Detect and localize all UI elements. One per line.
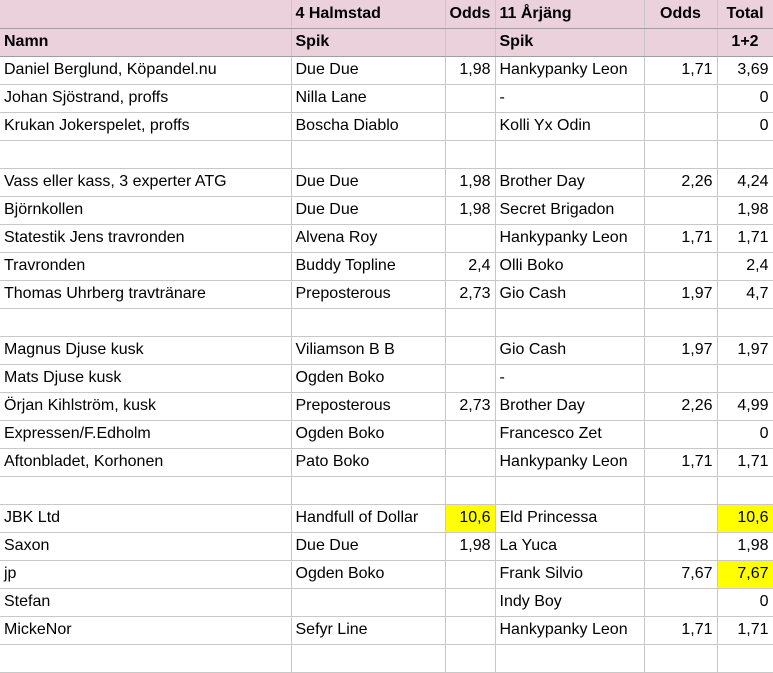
cell-spik2: Eld Princessa xyxy=(495,504,644,532)
header-cell-odds1: Odds xyxy=(445,0,495,28)
cell-name xyxy=(0,476,291,504)
cell-name xyxy=(0,140,291,168)
cell-spik1 xyxy=(291,588,445,616)
cell-spik2: Brother Day xyxy=(495,168,644,196)
cell-name: Thomas Uhrberg travtränare xyxy=(0,280,291,308)
cell-odds1 xyxy=(445,616,495,644)
table-row xyxy=(0,392,773,420)
cell-odds1: 2,73 xyxy=(445,392,495,420)
cell-total: 1,98 xyxy=(717,196,773,224)
table-row xyxy=(0,532,773,560)
cell-odds1 xyxy=(445,140,495,168)
table-row xyxy=(0,504,773,532)
table-row xyxy=(0,168,773,196)
cell-name: MickeNor xyxy=(0,616,291,644)
cell-name: Mats Djuse kusk xyxy=(0,364,291,392)
cell-odds1: 1,98 xyxy=(445,532,495,560)
cell-name: Krukan Jokerspelet, proffs xyxy=(0,112,291,140)
cell-odds1 xyxy=(445,588,495,616)
cell-odds2 xyxy=(644,644,717,672)
cell-odds1: 1,98 xyxy=(445,168,495,196)
cell-total: 4,7 xyxy=(717,280,773,308)
cell-name: Daniel Berglund, Köpandel.nu xyxy=(0,56,291,84)
cell-name: Travronden xyxy=(0,252,291,280)
cell-spik1: Sefyr Line xyxy=(291,616,445,644)
header-cell-halmstad: 4 Halmstad xyxy=(291,0,445,28)
cell-spik1: Preposterous xyxy=(291,280,445,308)
cell-odds2: 1,71 xyxy=(644,56,717,84)
cell-spik1: Due Due xyxy=(291,168,445,196)
cell-name: Aftonbladet, Korhonen xyxy=(0,448,291,476)
cell-odds2: 1,71 xyxy=(644,224,717,252)
cell-odds1 xyxy=(445,112,495,140)
cell-total: 3,69 xyxy=(717,56,773,84)
table-row xyxy=(0,616,773,644)
cell-odds1 xyxy=(445,336,495,364)
cell-odds1: 1,98 xyxy=(445,196,495,224)
cell-spik1: Ogden Boko xyxy=(291,560,445,588)
cell-total: 0 xyxy=(717,112,773,140)
header-cell-spik2: Spik xyxy=(495,28,644,56)
cell-spik1: Boscha Diablo xyxy=(291,112,445,140)
cell-odds2 xyxy=(644,308,717,336)
cell-spik2: Hankypanky Leon xyxy=(495,448,644,476)
cell-total: 0 xyxy=(717,588,773,616)
header-cell xyxy=(0,0,291,28)
cell-spik2: - xyxy=(495,84,644,112)
cell-spik2 xyxy=(495,140,644,168)
cell-total: 0 xyxy=(717,84,773,112)
cell-odds1 xyxy=(445,84,495,112)
table-row xyxy=(0,280,773,308)
cell-spik1: Ogden Boko xyxy=(291,364,445,392)
cell-odds2 xyxy=(644,476,717,504)
table-row xyxy=(0,224,773,252)
cell-spik2: Hankypanky Leon xyxy=(495,616,644,644)
header-row-2 xyxy=(0,28,773,56)
cell-spik2: La Yuca xyxy=(495,532,644,560)
table-row xyxy=(0,588,773,616)
table-row xyxy=(0,420,773,448)
cell-odds2 xyxy=(644,252,717,280)
cell-spik1: Due Due xyxy=(291,196,445,224)
cell-spik1: Alvena Roy xyxy=(291,224,445,252)
cell-total: 10,6 xyxy=(717,504,773,532)
cell-spik1: Due Due xyxy=(291,56,445,84)
table-row xyxy=(0,476,773,504)
cell-name: Stefan xyxy=(0,588,291,616)
cell-spik1: Due Due xyxy=(291,532,445,560)
cell-name: JBK Ltd xyxy=(0,504,291,532)
cell-odds1 xyxy=(445,448,495,476)
cell-odds2: 2,26 xyxy=(644,392,717,420)
cell-spik2: Francesco Zet xyxy=(495,420,644,448)
cell-total: 1,97 xyxy=(717,336,773,364)
cell-odds2 xyxy=(644,588,717,616)
table-row xyxy=(0,196,773,224)
cell-odds1 xyxy=(445,224,495,252)
cell-name xyxy=(0,644,291,672)
cell-spik2: Gio Cash xyxy=(495,336,644,364)
cell-total: 1,98 xyxy=(717,532,773,560)
header-row-1 xyxy=(0,0,773,28)
table-row xyxy=(0,448,773,476)
cell-spik2: Frank Silvio xyxy=(495,560,644,588)
table-row xyxy=(0,364,773,392)
cell-name: Saxon xyxy=(0,532,291,560)
header-cell-empty xyxy=(445,28,495,56)
cell-spik2 xyxy=(495,476,644,504)
cell-spik1 xyxy=(291,308,445,336)
cell-odds2 xyxy=(644,112,717,140)
cell-name: Vass eller kass, 3 experter ATG xyxy=(0,168,291,196)
cell-spik2 xyxy=(495,308,644,336)
cell-odds2: 7,67 xyxy=(644,560,717,588)
cell-spik1 xyxy=(291,140,445,168)
cell-odds1 xyxy=(445,644,495,672)
cell-odds2 xyxy=(644,532,717,560)
cell-spik2: Hankypanky Leon xyxy=(495,56,644,84)
cell-spik1: Preposterous xyxy=(291,392,445,420)
cell-total: 1,71 xyxy=(717,224,773,252)
cell-total xyxy=(717,644,773,672)
cell-odds1: 10,6 xyxy=(445,504,495,532)
cell-spik2: Secret Brigadon xyxy=(495,196,644,224)
cell-spik1 xyxy=(291,476,445,504)
header-cell-odds2: Odds xyxy=(644,0,717,28)
table-row xyxy=(0,56,773,84)
cell-spik2: Brother Day xyxy=(495,392,644,420)
table-row xyxy=(0,140,773,168)
header-cell-empty xyxy=(644,28,717,56)
cell-spik1: Handfull of Dollar xyxy=(291,504,445,532)
cell-name: Expressen/F.Edholm xyxy=(0,420,291,448)
cell-total xyxy=(717,364,773,392)
cell-odds2: 1,71 xyxy=(644,616,717,644)
cell-spik1: Pato Boko xyxy=(291,448,445,476)
cell-odds2 xyxy=(644,84,717,112)
cell-name: Örjan Kihlström, kusk xyxy=(0,392,291,420)
cell-spik1: Viliamson B B xyxy=(291,336,445,364)
cell-odds1: 2,4 xyxy=(445,252,495,280)
cell-spik2: Kolli Yx Odin xyxy=(495,112,644,140)
cell-total: 0 xyxy=(717,420,773,448)
table-row xyxy=(0,112,773,140)
cell-spik2: Indy Boy xyxy=(495,588,644,616)
table-row xyxy=(0,252,773,280)
table-row xyxy=(0,644,773,672)
cell-name: Johan Sjöstrand, proffs xyxy=(0,84,291,112)
cell-total: 7,67 xyxy=(717,560,773,588)
cell-odds1 xyxy=(445,308,495,336)
cell-spik2: Hankypanky Leon xyxy=(495,224,644,252)
cell-odds1 xyxy=(445,364,495,392)
cell-name: Björnkollen xyxy=(0,196,291,224)
cell-total: 4,99 xyxy=(717,392,773,420)
cell-odds1: 1,98 xyxy=(445,56,495,84)
cell-total xyxy=(717,140,773,168)
cell-spik2: Olli Boko xyxy=(495,252,644,280)
cell-total xyxy=(717,308,773,336)
cell-odds1 xyxy=(445,420,495,448)
cell-total: 1,71 xyxy=(717,448,773,476)
cell-odds2 xyxy=(644,140,717,168)
cell-total: 4,24 xyxy=(717,168,773,196)
cell-spik1 xyxy=(291,644,445,672)
cell-odds2: 2,26 xyxy=(644,168,717,196)
table-row xyxy=(0,84,773,112)
cell-spik2: Gio Cash xyxy=(495,280,644,308)
cell-odds1 xyxy=(445,560,495,588)
cell-name: jp xyxy=(0,560,291,588)
table-row xyxy=(0,308,773,336)
cell-odds1: 2,73 xyxy=(445,280,495,308)
cell-total xyxy=(717,476,773,504)
cell-odds2: 1,97 xyxy=(644,280,717,308)
cell-odds2: 1,97 xyxy=(644,336,717,364)
cell-total: 2,4 xyxy=(717,252,773,280)
cell-spik2 xyxy=(495,644,644,672)
header-cell-sum: 1+2 xyxy=(717,28,773,56)
cell-spik2: - xyxy=(495,364,644,392)
header-cell-arjang: 11 Årjäng xyxy=(495,0,644,28)
table-row xyxy=(0,560,773,588)
cell-odds2 xyxy=(644,364,717,392)
cell-name xyxy=(0,308,291,336)
header-cell-namn: Namn xyxy=(0,28,291,56)
cell-spik1: Nilla Lane xyxy=(291,84,445,112)
header-cell-total: Total xyxy=(717,0,773,28)
cell-total: 1,71 xyxy=(717,616,773,644)
table-row xyxy=(0,336,773,364)
cell-odds2 xyxy=(644,196,717,224)
cell-spik1: Buddy Topline xyxy=(291,252,445,280)
cell-odds2: 1,71 xyxy=(644,448,717,476)
cell-odds2 xyxy=(644,504,717,532)
cell-odds1 xyxy=(445,476,495,504)
cell-name: Magnus Djuse kusk xyxy=(0,336,291,364)
header-cell-spik1: Spik xyxy=(291,28,445,56)
cell-name: Statestik Jens travronden xyxy=(0,224,291,252)
cell-odds2 xyxy=(644,420,717,448)
cell-spik1: Ogden Boko xyxy=(291,420,445,448)
